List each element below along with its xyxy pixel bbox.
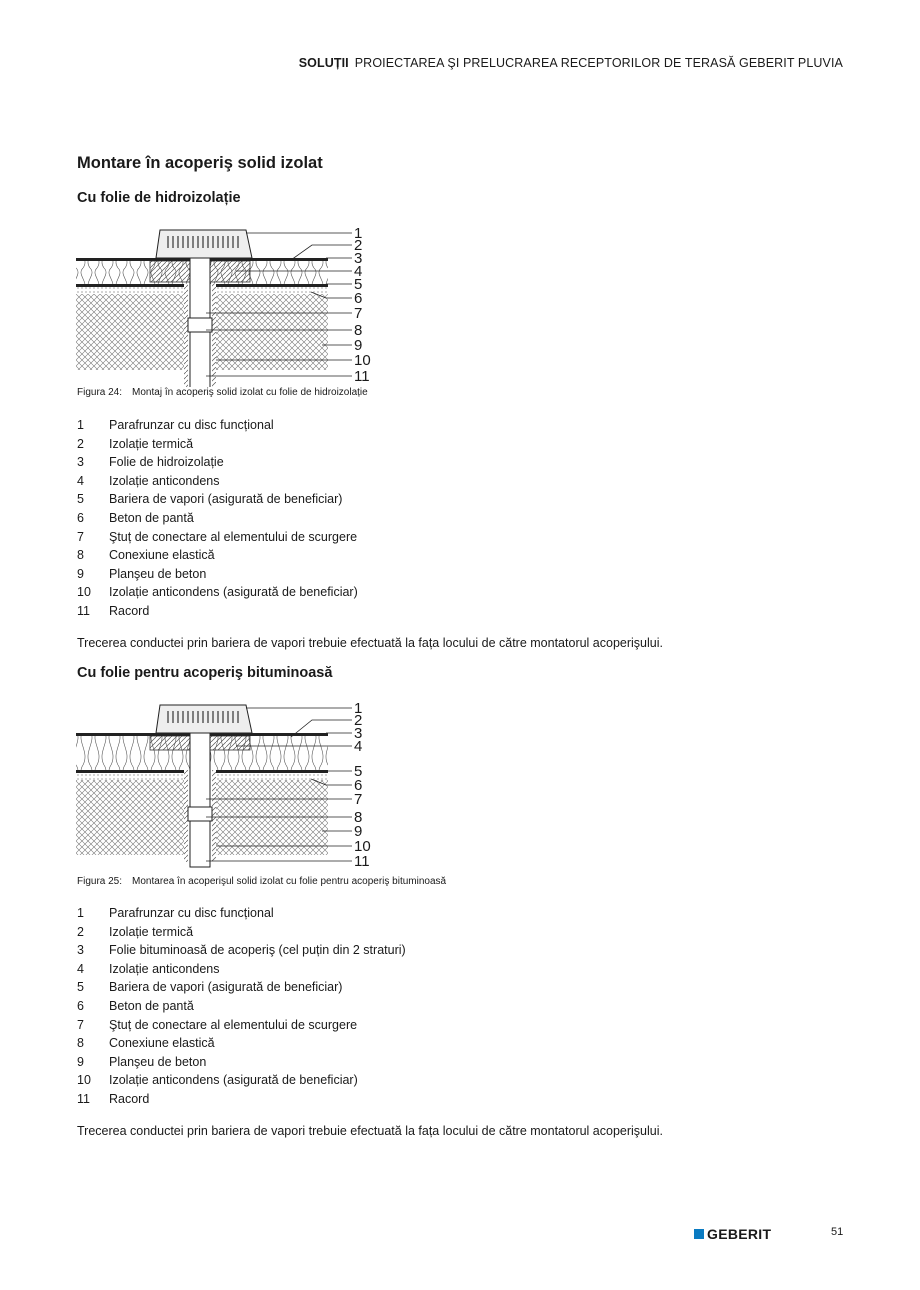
item-number: 10 xyxy=(77,1073,91,1088)
callout-label: 8 xyxy=(354,809,363,826)
item-text: Ştuț de conectare al elementului de scurgere xyxy=(109,529,358,544)
callout-label: 4 xyxy=(354,263,363,280)
figure-diagram xyxy=(76,222,386,387)
elastic-connection xyxy=(188,807,212,821)
callout-label: 3 xyxy=(354,725,363,742)
list-item xyxy=(77,437,358,456)
list-item xyxy=(77,943,406,962)
item-text: Izolație termică xyxy=(109,436,194,451)
pipe-insulation xyxy=(184,770,188,862)
item-number: 6 xyxy=(77,998,84,1013)
item-number: 11 xyxy=(77,1091,90,1106)
item-number: 4 xyxy=(77,961,84,976)
item-number: 5 xyxy=(77,980,84,995)
page-title: Montare în acoperiş solid izolat xyxy=(77,154,323,172)
item-text: Beton de pantă xyxy=(109,510,194,525)
item-number: 1 xyxy=(77,906,84,920)
item-number: 2 xyxy=(77,436,84,451)
callout-label: 6 xyxy=(354,290,363,307)
list-item xyxy=(77,567,358,586)
callout-label: 7 xyxy=(354,305,363,322)
figure-caption: Figura 24: Montaj în acoperiş solid izolat cu folie de hidroizolație xyxy=(77,387,368,398)
item-text: Izolație anticondens xyxy=(109,473,220,488)
item-text: Bariera de vapori (asigurată de beneficiar) xyxy=(109,492,343,507)
callout-label: 2 xyxy=(354,712,363,729)
callout-label: 10 xyxy=(354,838,371,855)
item-text: Parafrunzar cu disc funcțional xyxy=(109,906,274,920)
callout-label: 6 xyxy=(354,777,363,794)
page-number: 51 xyxy=(831,1226,844,1238)
callout-label: 10 xyxy=(354,352,371,369)
item-number: 3 xyxy=(77,455,84,470)
list-item xyxy=(77,585,358,604)
list-item xyxy=(77,548,358,567)
list-item xyxy=(77,1036,406,1055)
header-section: SOLUȚII xyxy=(298,56,349,70)
item-number: 10 xyxy=(77,585,91,600)
note: Trecerea conductei prin bariera de vapori trebuie efectuată la fața locului de către montatorul acoperişului. xyxy=(77,1124,663,1138)
item-number: 8 xyxy=(77,1036,84,1051)
callout-label: 3 xyxy=(354,250,363,267)
item-text: Planşeu de beton xyxy=(109,566,207,581)
list-item xyxy=(77,418,358,437)
item-number: 7 xyxy=(77,1017,84,1032)
item-number: 11 xyxy=(77,603,90,618)
item-text: Planşeu de beton xyxy=(109,1054,207,1069)
callout-label: 1 xyxy=(354,225,363,242)
callout-label: 5 xyxy=(354,763,363,780)
item-text: Izolație anticondens (asigurată de beneficiar) xyxy=(109,585,358,600)
pipe-insulation xyxy=(212,284,216,387)
item-text: Conexiune elastică xyxy=(109,1036,215,1051)
item-text: Bariera de vapori (asigurată de beneficiar) xyxy=(109,980,343,995)
legend-list xyxy=(77,906,406,1111)
list-item xyxy=(77,492,358,511)
callout-label: 4 xyxy=(354,738,363,755)
item-number: 3 xyxy=(77,943,84,958)
item-text: Folie bituminoasă de acoperiş (cel puțin din 2 straturi) xyxy=(109,943,406,958)
item-number: 4 xyxy=(77,473,84,488)
item-number: 6 xyxy=(77,510,84,525)
note: Trecerea conductei prin bariera de vapori trebuie efectuată la fața locului de către montatorul acoperişului. xyxy=(77,636,663,650)
callout-label: 1 xyxy=(354,700,363,717)
list-item xyxy=(77,511,358,530)
list-item xyxy=(77,455,358,474)
callout-label: 11 xyxy=(354,368,370,385)
item-text: Folie de hidroizolație xyxy=(109,455,224,470)
item-number: 7 xyxy=(77,529,84,544)
section-heading: Cu folie de hidroizolație xyxy=(77,190,241,206)
item-text: Racord xyxy=(109,603,150,618)
running-header xyxy=(299,56,843,70)
list-item xyxy=(77,1092,406,1111)
list-item xyxy=(77,474,358,493)
list-item xyxy=(77,604,358,623)
callout-label: 9 xyxy=(354,337,363,354)
callout-label: 8 xyxy=(354,322,363,339)
callout-label: 2 xyxy=(354,237,363,254)
logo-square-icon xyxy=(694,1229,704,1239)
list-item xyxy=(77,1055,406,1074)
header-title: PROIECTAREA ŞI PRELUCRAREA RECEPTORILOR DE TERASĂ GEBERIT PLUVIA xyxy=(354,56,843,70)
item-number: 9 xyxy=(77,1054,84,1069)
callout-label: 9 xyxy=(354,823,363,840)
list-item xyxy=(77,530,358,549)
callout-label: 5 xyxy=(354,276,363,293)
callout-label: 11 xyxy=(354,853,370,870)
item-number: 9 xyxy=(77,566,84,581)
legend-list xyxy=(77,418,358,623)
list-item xyxy=(77,962,406,981)
geberit-logo: GEBERIT xyxy=(694,1226,771,1242)
list-item xyxy=(77,1018,406,1037)
callout-label: 7 xyxy=(354,791,363,808)
pipe-insulation xyxy=(184,284,188,387)
item-text: Beton de pantă xyxy=(109,998,194,1013)
figure-diagram xyxy=(76,697,386,872)
list-item xyxy=(77,980,406,999)
item-text: Izolație termică xyxy=(109,924,194,939)
pipe xyxy=(190,733,210,867)
item-text: Racord xyxy=(109,1091,150,1106)
section-heading: Cu folie pentru acoperiş bituminoasă xyxy=(77,665,333,681)
item-text: Izolație anticondens xyxy=(109,961,220,976)
figure-caption: Figura 25: Montarea în acoperişul solid izolat cu folie pentru acoperiş bituminoasă xyxy=(77,876,447,887)
item-text: Conexiune elastică xyxy=(109,548,215,563)
item-number: 5 xyxy=(77,492,84,507)
item-number: 8 xyxy=(77,548,84,563)
item-text: Izolație anticondens (asigurată de beneficiar) xyxy=(109,1073,358,1088)
list-item xyxy=(77,906,406,925)
list-item xyxy=(77,925,406,944)
list-item xyxy=(77,999,406,1018)
item-number: 2 xyxy=(77,924,84,939)
item-text: Parafrunzar cu disc funcțional xyxy=(109,418,274,432)
pipe-insulation xyxy=(212,770,216,862)
item-number: 1 xyxy=(77,418,84,432)
list-item xyxy=(77,1073,406,1092)
item-text: Ştuț de conectare al elementului de scurgere xyxy=(109,1017,358,1032)
